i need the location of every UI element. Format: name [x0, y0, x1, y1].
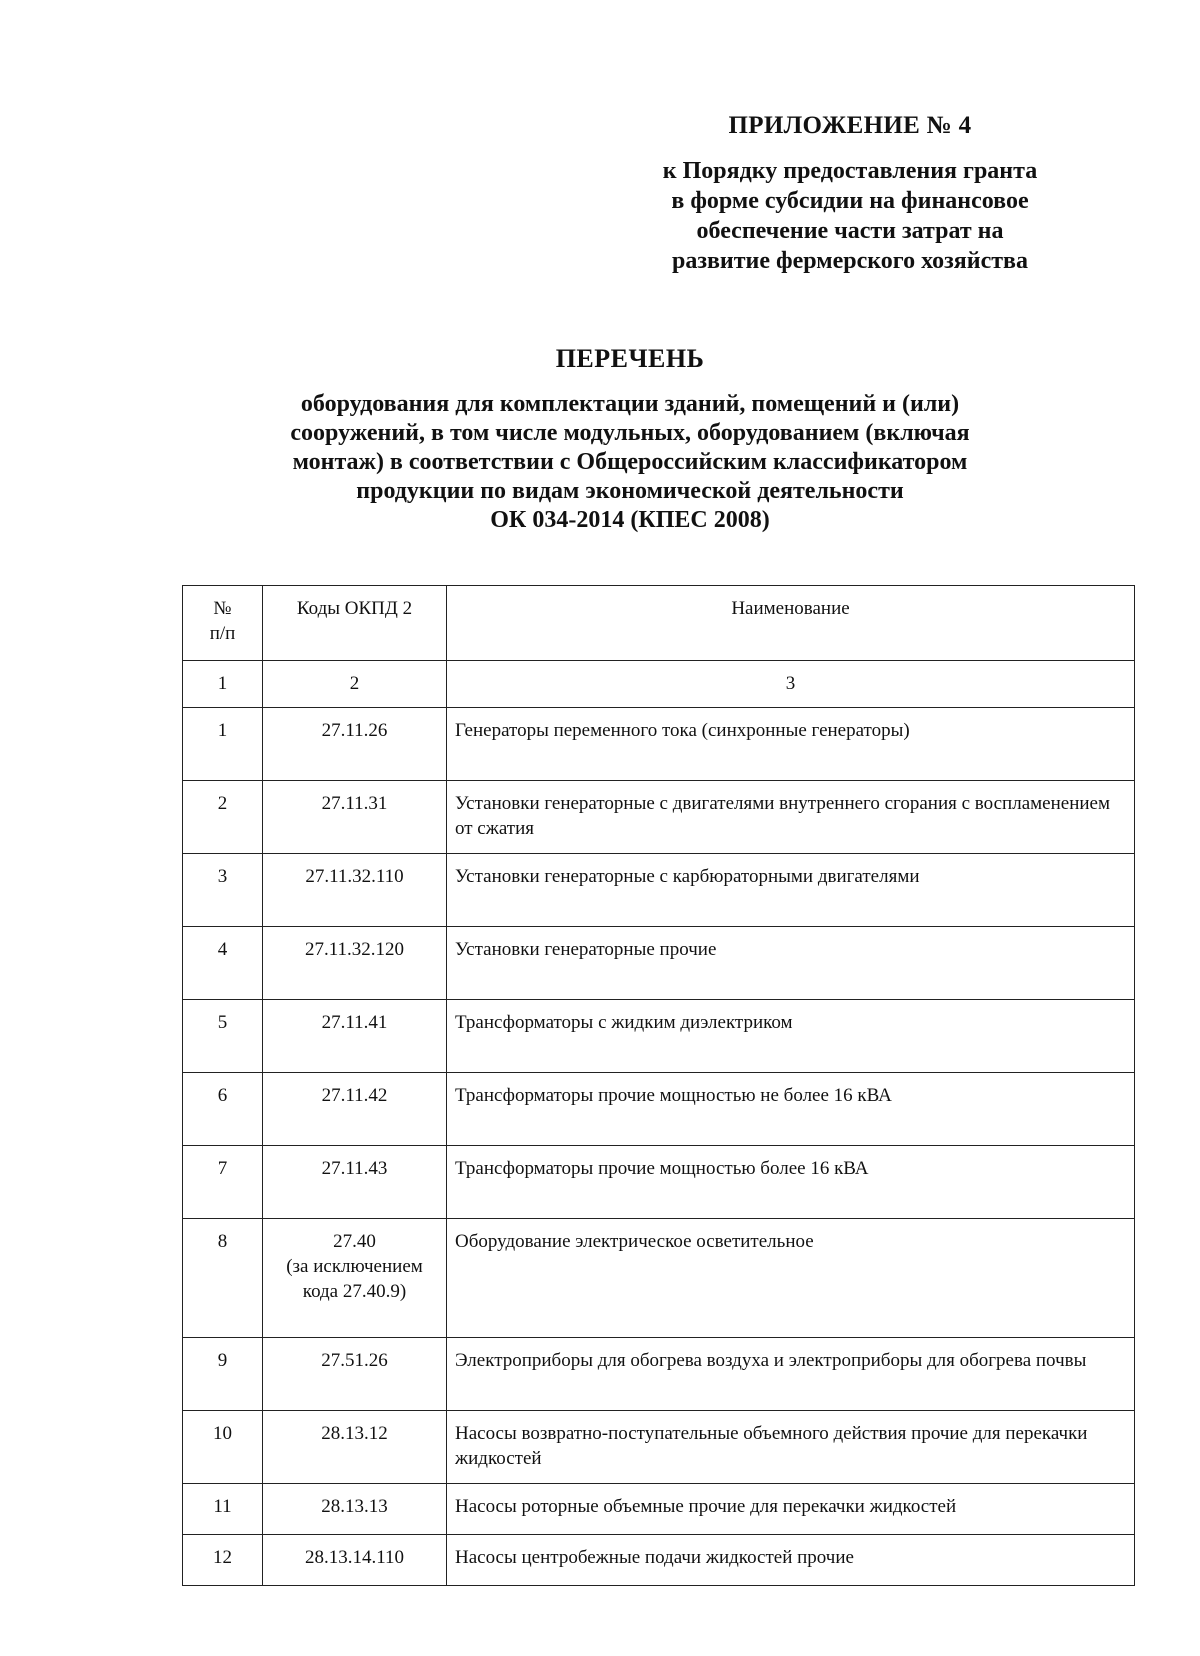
title-line: оборудования для комплектации зданий, помещений и (или)	[300, 391, 960, 417]
appendix-line: к Порядку предоставления гранта	[662, 158, 1038, 184]
header-num-line1: №	[213, 598, 232, 619]
row-num: 6	[183, 1073, 263, 1146]
row-code: 27.11.32.120	[263, 927, 447, 1000]
row-name: Насосы роторные объемные прочие для перекачки жидкостей	[447, 1484, 1135, 1535]
table-row	[183, 1338, 1135, 1411]
row-name: Трансформаторы прочие мощностью не более 16 кВА	[447, 1073, 1135, 1146]
row-code: 28.13.14.110	[263, 1535, 447, 1586]
title-line: ОК 034-2014 (КПЕС 2008)	[490, 507, 770, 533]
table-row	[183, 927, 1135, 1000]
column-number: 2	[263, 661, 447, 708]
row-code: 28.13.12	[263, 1411, 447, 1484]
row-code: 27.11.26	[263, 708, 447, 781]
row-name: Электроприборы для обогрева воздуха и электроприборы для обогрева почвы	[447, 1338, 1135, 1411]
row-num: 11	[183, 1484, 263, 1535]
row-code: 28.13.13	[263, 1484, 447, 1535]
table-header-row	[183, 586, 1135, 661]
document-title	[180, 344, 1080, 535]
row-name: Установки генераторные прочие	[447, 927, 1135, 1000]
row-num: 1	[183, 708, 263, 781]
row-name: Трансформаторы с жидким диэлектриком	[447, 1000, 1135, 1073]
table-row	[183, 1484, 1135, 1535]
header-num-line2: п/п	[209, 623, 236, 644]
title-heading: ПЕРЕЧЕНЬ	[555, 344, 705, 373]
row-code: 27.11.31	[263, 781, 447, 854]
row-num: 9	[183, 1338, 263, 1411]
row-num: 7	[183, 1146, 263, 1219]
appendix-number: ПРИЛОЖЕНИЕ № 4	[728, 112, 972, 139]
table-row	[183, 1535, 1135, 1586]
row-num: 8	[183, 1219, 263, 1338]
table-row	[183, 781, 1135, 854]
row-code: 27.51.26	[263, 1338, 447, 1411]
table-row	[183, 1411, 1135, 1484]
appendix-line: в форме субсидии на финансовое	[671, 188, 1029, 214]
appendix-line: развитие фермерского хозяйства	[671, 248, 1029, 274]
row-num: 10	[183, 1411, 263, 1484]
row-name: Установки генераторные с двигателями внутреннего сгорания с воспламенением от сжатия	[447, 781, 1135, 854]
row-code: 27.11.43	[263, 1146, 447, 1219]
header-code: Коды ОКПД 2	[263, 586, 447, 661]
row-name: Оборудование электрическое осветительное	[447, 1219, 1135, 1338]
appendix-line: обеспечение части затрат на	[696, 218, 1004, 244]
title-line: монтаж) в соответствии с Общероссийским классификатором	[292, 449, 968, 475]
row-name: Генераторы переменного тока (синхронные генераторы)	[447, 708, 1135, 781]
table-row	[183, 1073, 1135, 1146]
table-row	[183, 1219, 1135, 1338]
row-name: Насосы возвратно-поступательные объемного действия прочие для перекачки жидкостей	[447, 1411, 1135, 1484]
appendix-header	[620, 112, 1080, 276]
equipment-table	[182, 585, 1135, 1586]
row-name: Насосы центробежные подачи жидкостей прочие	[447, 1535, 1135, 1586]
row-code-note: (за исключением	[286, 1256, 423, 1277]
table-row	[183, 1000, 1135, 1073]
title-line: продукции по видам экономической деятельности	[356, 478, 904, 504]
column-number: 1	[183, 661, 263, 708]
title-line: сооружений, в том числе модульных, оборудованием (включая	[290, 420, 970, 446]
column-number-row	[183, 661, 1135, 708]
row-num: 12	[183, 1535, 263, 1586]
table-row	[183, 708, 1135, 781]
row-code: 27.11.42	[263, 1073, 447, 1146]
row-name: Трансформаторы прочие мощностью более 16 кВА	[447, 1146, 1135, 1219]
row-name: Установки генераторные с карбюраторными двигателями	[447, 854, 1135, 927]
header-name: Наименование	[447, 586, 1135, 661]
row-num: 3	[183, 854, 263, 927]
row-num: 4	[183, 927, 263, 1000]
row-code	[263, 1219, 447, 1338]
table-row	[183, 1146, 1135, 1219]
row-code: 27.11.32.110	[263, 854, 447, 927]
header-num	[183, 586, 263, 661]
row-code-main: 27.40	[333, 1231, 376, 1252]
column-number: 3	[447, 661, 1135, 708]
table-row	[183, 854, 1135, 927]
row-code: 27.11.41	[263, 1000, 447, 1073]
row-num: 2	[183, 781, 263, 854]
row-code-note: кода 27.40.9)	[302, 1281, 407, 1302]
row-num: 5	[183, 1000, 263, 1073]
